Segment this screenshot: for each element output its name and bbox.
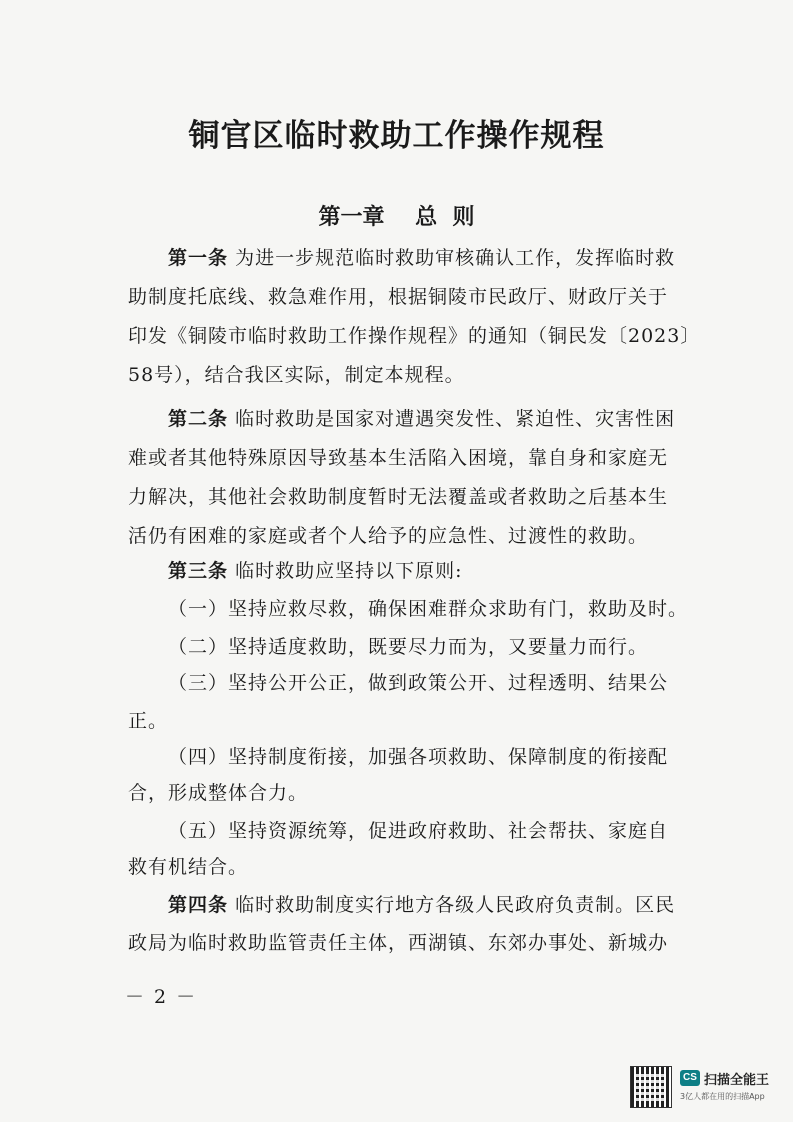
document-title: 铜官区临时救助工作操作规程 <box>188 118 605 154</box>
scanner-app-name: 扫描全能王 <box>704 1073 770 1088</box>
article-2-line-4: 活仍有困难的家庭或者个人给予的应急性、过渡性的救助。 <box>128 525 649 547</box>
chapter-heading: 第一章 总 则 <box>318 205 475 230</box>
article-2-line-2: 难或者其他特殊原因导致基本生活陷入困境，靠自身和家庭无 <box>128 447 669 469</box>
page-number: － 2 － <box>125 986 198 1008</box>
article-2-line-3: 力解决，其他社会救助制度暂时无法覆盖或者救助之后基本生 <box>128 486 669 508</box>
article-1-line-4: 58号），结合我区实际，制定本规程。 <box>128 364 465 386</box>
principle-5-line-1: （五）坚持资源统筹，促进政府救助、社会帮扶、家庭自 <box>168 820 669 842</box>
article-4-line-2: 政局为临时救助监管责任主体，西湖镇、东郊办事处、新城办 <box>128 932 669 954</box>
article-1-line-1: 第一条 为进一步规范临时救助审核确认工作，发挥临时救 <box>168 247 676 269</box>
article-3-label: 第三条 <box>168 560 229 582</box>
article-2-line-1: 第二条 临时救助是国家对遭遇突发性、紧迫性、灾害性困 <box>168 408 676 430</box>
article-1-label: 第一条 <box>168 247 229 269</box>
article-1-line-3: 印发《铜陵市临时救助工作操作规程》的通知（铜民发〔2023〕 <box>128 325 701 347</box>
cs-logo-icon: CS <box>680 1070 700 1086</box>
article-4-label: 第四条 <box>168 894 229 916</box>
principle-2: （二）坚持适度救助，既要尽力而为，又要量力而行。 <box>168 636 649 658</box>
principle-3-line-2: 正。 <box>128 710 169 732</box>
principle-4-line-1: （四）坚持制度衔接，加强各项救助、保障制度的衔接配 <box>168 746 669 768</box>
principle-3-line-1: （三）坚持公开公正，做到政策公开、过程透明、结果公 <box>168 672 669 694</box>
qr-code-icon <box>630 1066 672 1108</box>
scanner-watermark <box>630 1066 780 1110</box>
principle-5-line-2: 救有机结合。 <box>128 856 249 878</box>
article-4-line-1: 第四条 临时救助制度实行地方各级人民政府负责制。区民 <box>168 894 676 916</box>
scanner-app-tagline: 3亿人都在用的扫描App <box>680 1092 765 1101</box>
article-3-line-1: 第三条 临时救助应坚持以下原则: <box>168 560 463 582</box>
article-2-label: 第二条 <box>168 408 229 430</box>
principle-1: （一）坚持应救尽救，确保困难群众求助有门，救助及时。 <box>168 598 689 620</box>
article-1-line-2: 助制度托底线、救急难作用，根据铜陵市民政厅、财政厅关于 <box>128 286 669 308</box>
principle-4-line-2: 合，形成整体合力。 <box>128 782 309 804</box>
